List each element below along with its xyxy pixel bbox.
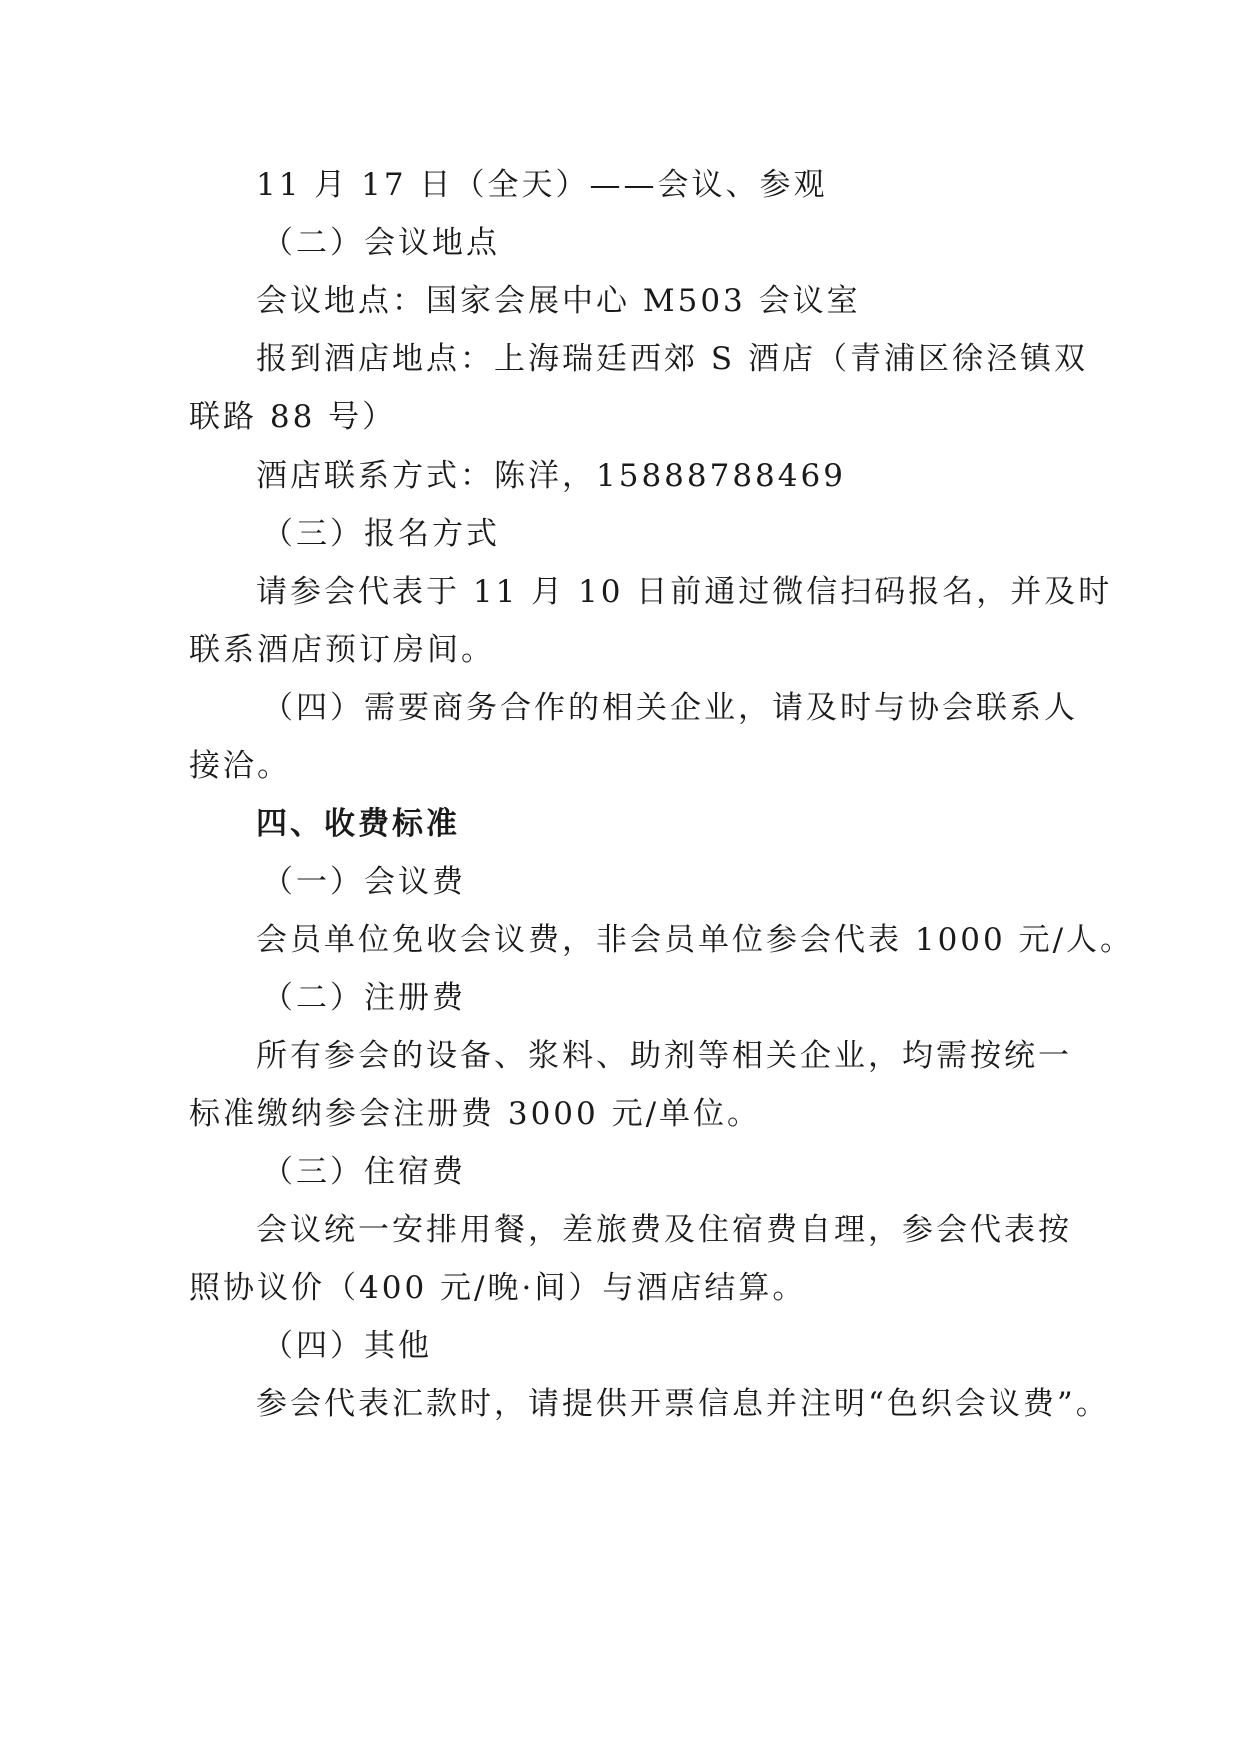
hotel-address-line: 报到酒店地点：上海瑞廷西郊 S 酒店（青浦区徐泾镇双 <box>256 341 1088 377</box>
registration-method-text: 请参会代表于 11 月 10 日前通过微信扫码报名，并及时 <box>256 574 1113 610</box>
accommodation-fee-text: 会议统一安排用餐，差旅费及住宿费自理，参会代表按 <box>256 1212 1072 1248</box>
registration-fee-title: （二）注册费 <box>262 980 466 1016</box>
registration-method-text: 联系酒店预订房间。 <box>189 632 495 668</box>
section-registration-method-title: （三）报名方式 <box>262 516 500 552</box>
business-cooperation-text: 接洽。 <box>189 748 291 784</box>
hotel-contact-text: 酒店联系方式：陈洋，15888788469 <box>256 458 846 494</box>
registration-fee-text: 标准缴纳参会注册费 3000 元/单位。 <box>189 1096 762 1132</box>
hotel-address-line: 联路 88 号） <box>189 399 397 435</box>
meeting-fee-title: （一）会议费 <box>262 864 466 900</box>
business-cooperation-text: （四）需要商务合作的相关企业，请及时与协会联系人 <box>262 690 1078 726</box>
fees-heading: 四、收费标准 <box>256 806 460 842</box>
registration-fee-text: 所有参会的设备、浆料、助剂等相关企业，均需按统一 <box>256 1038 1072 1074</box>
venue-text: 会议地点：国家会展中心 M503 会议室 <box>256 283 861 319</box>
section-venue-title: （二）会议地点 <box>262 225 500 261</box>
meeting-fee-text: 会员单位免收会议费，非会员单位参会代表 1000 元/人。 <box>256 922 1135 958</box>
other-fee-text: 参会代表汇款时，请提供开票信息并注明“色织会议费”。 <box>256 1386 1110 1422</box>
other-fee-title: （四）其他 <box>262 1328 432 1364</box>
accommodation-fee-title: （三）住宿费 <box>262 1154 466 1190</box>
schedule-line: 11 月 17 日（全天）——会议、参观 <box>256 167 828 203</box>
accommodation-fee-text: 照协议价（400 元/晚·间）与酒店结算。 <box>189 1270 807 1306</box>
